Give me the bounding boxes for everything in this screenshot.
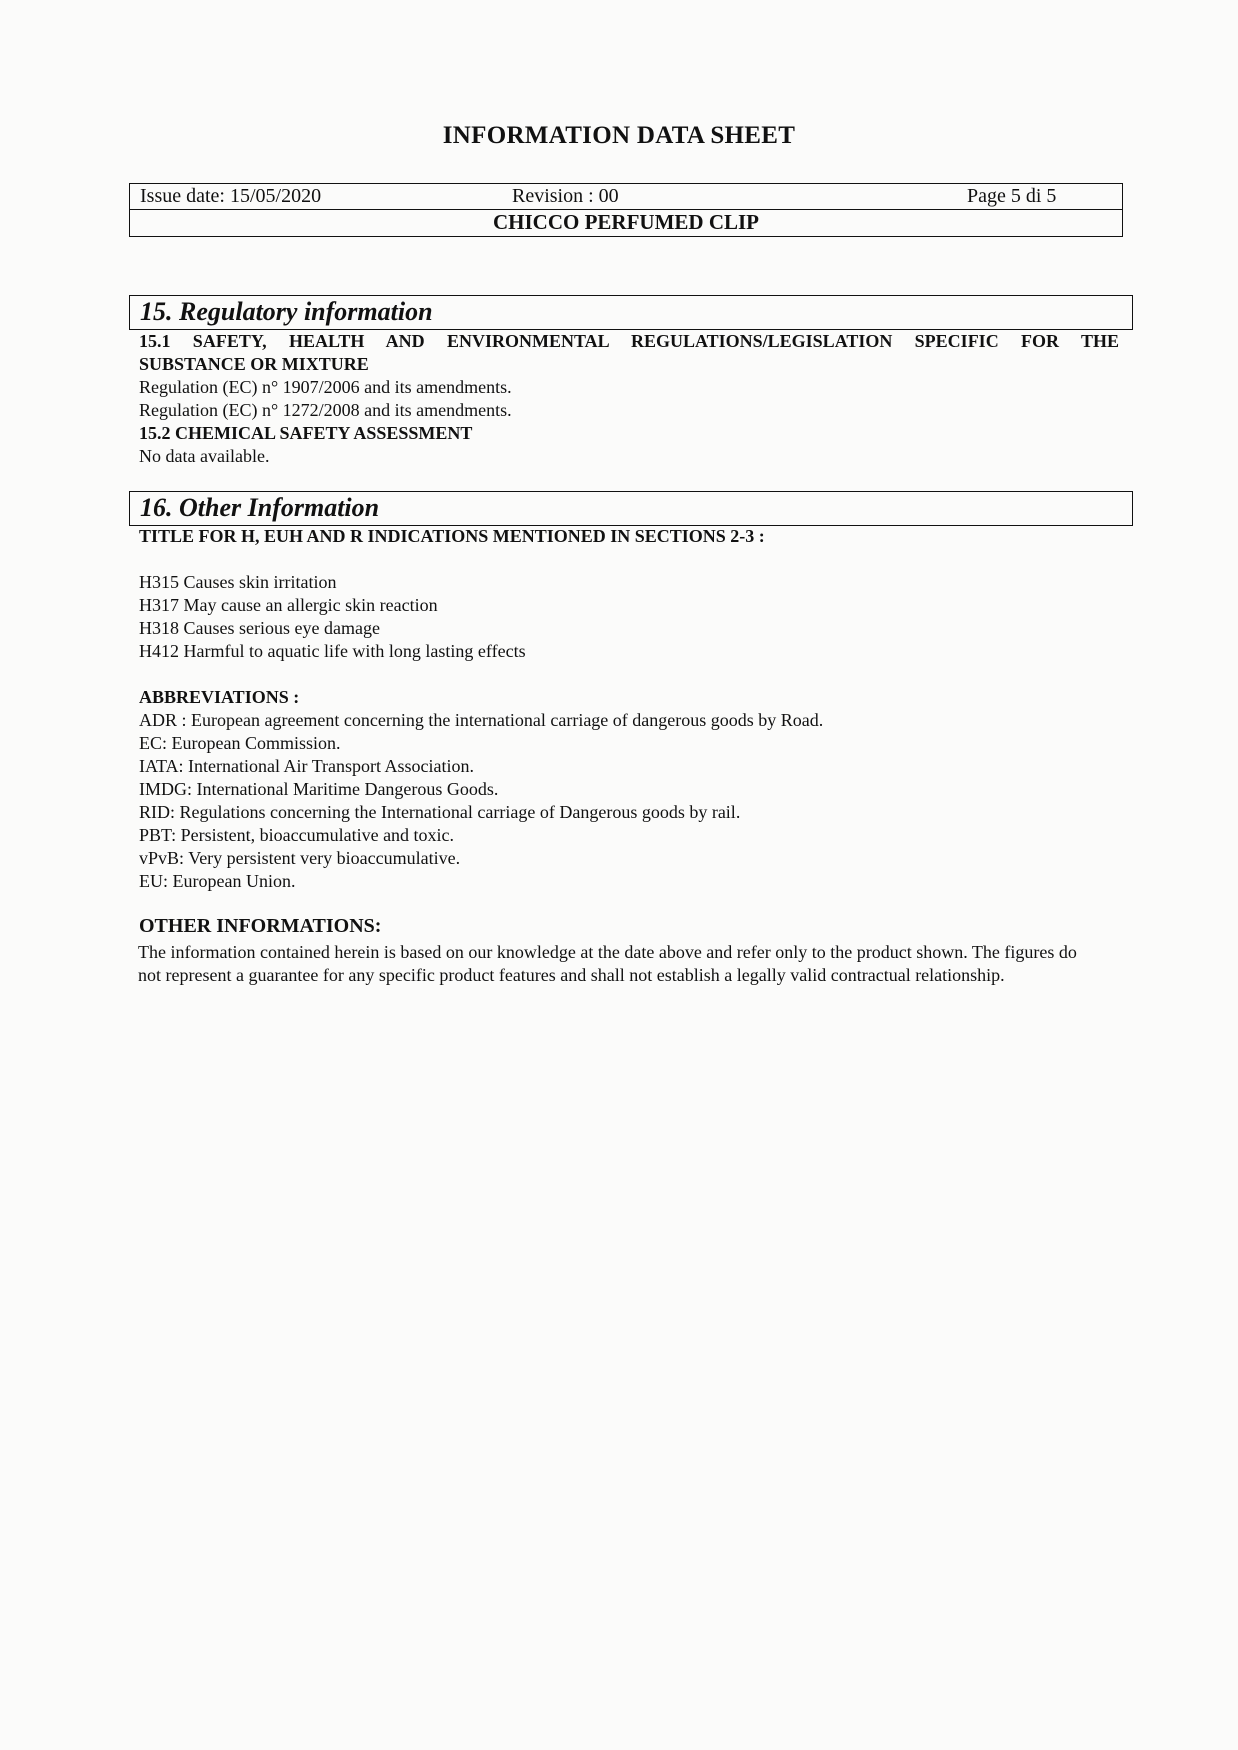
abbreviation-item: IMDG: International Maritime Dangerous Goods.	[139, 779, 499, 799]
other-informations-text: The information contained herein is based on our knowledge at the date above and refer only to the product shown. The figures do not represent a guarantee for any specific product features and shall not establish a legally valid contractual relationship.	[138, 942, 1077, 985]
section-16-title: 16. Other Information	[140, 493, 380, 522]
document-header-box	[129, 183, 1123, 237]
h-statement: H315 Causes skin irritation	[139, 572, 337, 592]
abbreviation-item: EU: European Union.	[139, 871, 296, 891]
section-15-2-text: No data available.	[139, 446, 270, 466]
regulation-line: Regulation (EC) n° 1907/2006 and its amendments.	[139, 377, 512, 397]
product-name: CHICCO PERFUMED CLIP	[493, 210, 759, 234]
section-15-1-heading-line2: SUBSTANCE OR MIXTURE	[139, 354, 369, 374]
indications-heading: TITLE FOR H, EUH AND R INDICATIONS MENTIONED IN SECTIONS 2-3 :	[139, 526, 765, 546]
section-15-header	[129, 295, 1133, 330]
abbreviations-heading: ABBREVIATIONS :	[139, 687, 300, 707]
abbreviation-item: RID: Regulations concerning the International carriage of Dangerous goods by rail.	[139, 802, 741, 822]
section-16-header	[129, 491, 1133, 526]
h-statement: H318 Causes serious eye damage	[139, 618, 380, 638]
h-statement: H412 Harmful to aquatic life with long lasting effects	[139, 641, 526, 661]
other-informations-heading: OTHER INFORMATIONS:	[139, 915, 382, 937]
abbreviation-item: vPvB: Very persistent very bioaccumulative.	[139, 848, 461, 868]
regulation-line: Regulation (EC) n° 1272/2008 and its amendments.	[139, 400, 512, 420]
page-number: Page 5 di 5	[967, 185, 1057, 207]
abbreviation-item: IATA: International Air Transport Association.	[139, 756, 475, 776]
h-statement: H317 May cause an allergic skin reaction	[139, 595, 438, 615]
section-15-1-heading-line1: 15.1 SAFETY, HEALTH AND ENVIRONMENTAL REGULATIONS/LEGISLATION SPECIFIC FOR THE	[139, 331, 1119, 351]
abbreviation-item: PBT: Persistent, bioaccumulative and toxic.	[139, 825, 455, 845]
issue-date: Issue date: 15/05/2020	[140, 185, 322, 207]
header-info-row	[130, 184, 1122, 210]
revision-number: Revision : 00	[512, 185, 619, 207]
section-15-title: 15. Regulatory information	[140, 297, 433, 326]
section-15-2-heading: 15.2 CHEMICAL SAFETY ASSESSMENT	[139, 423, 473, 443]
abbreviation-item: ADR : European agreement concerning the international carriage of dangerous goods by Road.	[139, 710, 824, 730]
abbreviation-item: EC: European Commission.	[139, 733, 341, 753]
document-title: INFORMATION DATA SHEET	[442, 122, 796, 149]
